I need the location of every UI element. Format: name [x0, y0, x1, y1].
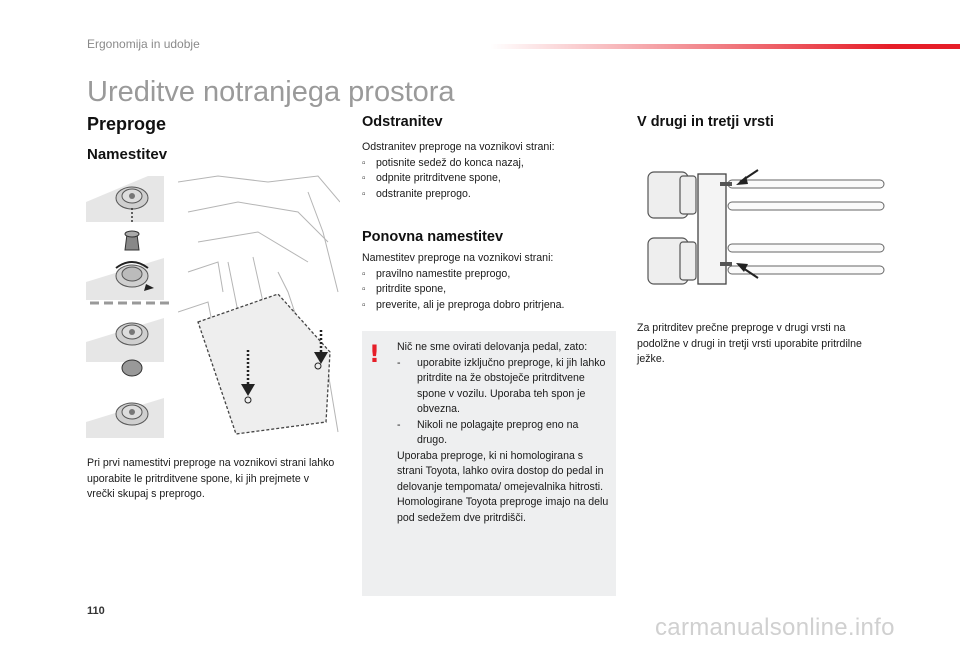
warning-dash-item	[397, 356, 609, 418]
page-title: Ureditve notranjega prostora	[87, 76, 455, 108]
warning-dash-text: Nikoli ne polagajte preprog eno na drugo.	[417, 418, 579, 446]
warning-icon: !	[369, 340, 380, 368]
rear-seats-illustration	[640, 162, 886, 292]
list-item: ▫ preverite, ali je preproga dobro pritrjena.	[362, 298, 616, 314]
heading-ponovna-namestitev: Ponovna namestitev	[362, 229, 504, 245]
subheading-namestitev: Namestitev	[87, 146, 168, 163]
reinstall-list	[362, 267, 616, 314]
heading-preproge: Preproge	[87, 114, 167, 134]
warning-text	[397, 340, 609, 526]
warning-paragraph: Uporaba preproge, ki ni homologirana s strani Toyota, lahko ovira dostop do pedal in delovanje tempomata/ omejevalnika hitrosti.	[397, 449, 604, 493]
watermark: carmanualsonline.info	[655, 614, 895, 641]
heading-v-drugi-in-tretji-vrsti: V drugi in tretji vrsti	[637, 114, 774, 130]
removal-block	[362, 140, 616, 202]
removal-intro: Odstranitev preproge na voznikovi strani:	[362, 141, 555, 153]
warning-paragraph: Homologirane Toyota preproge imajo na delu pod sedežem dve pritrdišči.	[397, 496, 609, 524]
list-item: ▫ odpnite pritrditvene spone,	[362, 171, 616, 187]
section-label: Ergonomija in udobje	[87, 37, 200, 51]
page-number: 110	[87, 605, 105, 617]
warning-dash-text: uporabite izključno preproge, ki jih lahko pritrdite na že obstoječe pritrditvene spone v vozilu. Uporaba teh spon je obvezna.	[417, 356, 606, 415]
reinstall-block	[362, 251, 616, 313]
list-item: ▫ odstranite preprogo.	[362, 187, 616, 203]
driver-footwell-illustration	[178, 172, 340, 444]
removal-list	[362, 156, 616, 203]
warning-intro: Nič ne sme ovirati delovanja pedal, zato:	[397, 341, 588, 353]
dash-marker: -	[397, 356, 401, 369]
col3-caption: Za pritrditev prečne preproge v drugi vrsti na podolžne v drugi in tretji vrsti uporabite pritrdilne ježke.	[637, 322, 862, 365]
col1-caption: Pri prvi namestitvi preproge na voznikovi strani lahko uporabite le pritrditvene spone, ki jih prejmete v vrečki skupaj s preprogo.	[87, 457, 335, 500]
floor-clip-illustration	[86, 172, 178, 444]
list-item: ▫ potisnite sedež do konca nazaj,	[362, 156, 616, 172]
list-item: ▫ pravilno namestite preprogo,	[362, 267, 616, 283]
heading-odstranitev: Odstranitev	[362, 114, 443, 130]
dash-marker: -	[397, 418, 401, 431]
list-item: ▫ pritrdite spone,	[362, 282, 616, 298]
header-accent-bar	[490, 44, 960, 49]
warning-dash-item	[397, 418, 609, 449]
reinstall-intro: Namestitev preproge na voznikovi strani:	[362, 252, 554, 264]
